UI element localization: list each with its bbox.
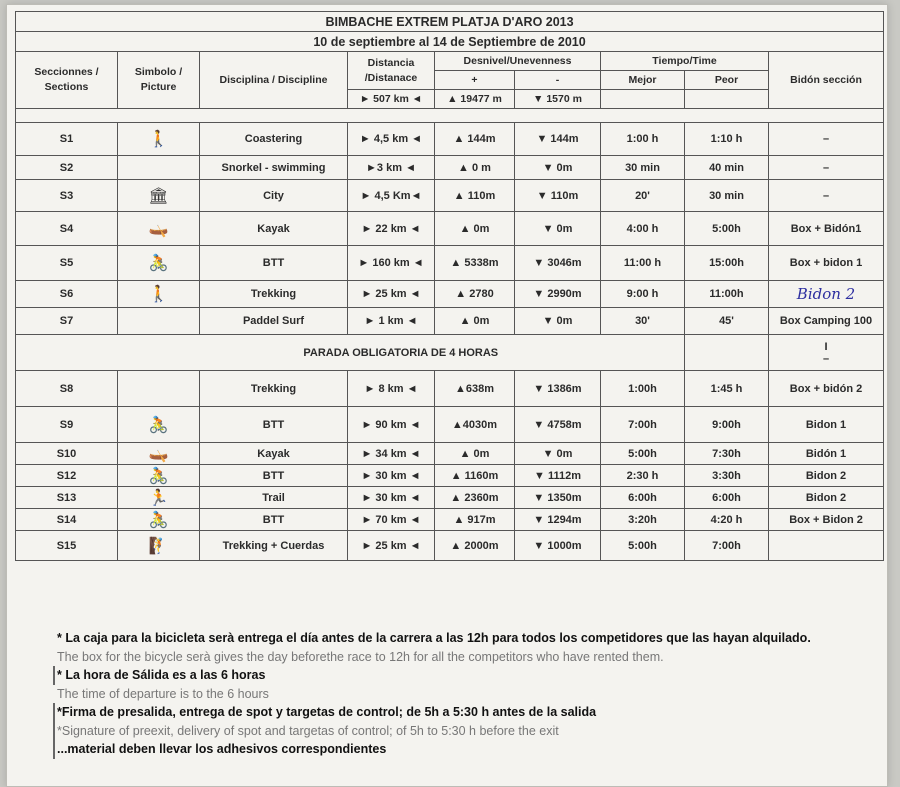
discipline-name-text: Paddel Surf: [242, 315, 305, 327]
worst-time-cell-text: 6:00h: [712, 491, 741, 504]
descent-cell-text: ▼ 0m: [542, 161, 573, 174]
subtitle: 10 de septiembre al 14 de Septiembre de 2010: [16, 32, 884, 52]
section-id: [16, 212, 118, 246]
descent-cell: [515, 246, 601, 281]
discipline-name: [200, 281, 348, 308]
distance-cell-text: ► 25 km ◄: [361, 288, 421, 300]
header-time: Tiempo/Time: [601, 52, 769, 71]
section-row-s5: [16, 246, 884, 281]
best-time-cell-text: 3:20h: [628, 513, 657, 526]
bottle-cell: [769, 407, 884, 443]
best-time-cell-text: 5:00h: [628, 447, 657, 460]
best-time-cell-text: 30': [635, 315, 650, 327]
section-id: [16, 123, 118, 156]
section-rows-2: [16, 371, 884, 561]
section-row-s1: [16, 123, 884, 156]
best-time-cell: [601, 156, 685, 180]
header-discipline: Disciplina / Discipline: [200, 52, 348, 109]
discipline-name: [200, 487, 348, 509]
worst-time-cell: [685, 156, 769, 180]
notes: [57, 629, 877, 759]
best-time-cell: [601, 465, 685, 487]
section-id-text: S1: [59, 133, 74, 145]
descent-cell-text: ▼ 1112m: [534, 469, 581, 482]
section-id-text: S2: [59, 161, 74, 174]
descent-cell: [515, 407, 601, 443]
section-id-text: S14: [56, 513, 77, 526]
runner-icon: 🚶: [148, 131, 169, 148]
header-minus: -: [515, 71, 601, 90]
worst-time-cell-text: 1:45 h: [710, 382, 743, 395]
total-distance: ► 507 km ◄: [348, 90, 435, 109]
section-id-text: S12: [56, 469, 77, 482]
section-id-text: S9: [59, 418, 74, 431]
city-icon: [118, 180, 200, 212]
distance-cell: [348, 407, 435, 443]
bottle-cell-text: Box Camping 100: [779, 315, 873, 327]
bottle-cell: [769, 246, 884, 281]
ascent-cell: [435, 308, 515, 335]
note-2: * La hora de Sálida es a las 6 horas: [53, 666, 877, 685]
mandatory-stop: PARADA OBLIGATORIA DE 4 HORAS: [118, 335, 685, 371]
ascent-cell-text: ▲ 144m: [453, 133, 496, 145]
section-row-s9: [16, 407, 884, 443]
ascent-cell-text: ▲638m: [454, 382, 495, 395]
descent-cell-text: ▼ 1000m: [533, 539, 582, 552]
ascent-cell-text: ▲4030m: [451, 418, 498, 431]
descent-cell: [515, 281, 601, 308]
header-best: Mejor: [601, 71, 685, 90]
ascent-cell: [435, 487, 515, 509]
section-id: [16, 371, 118, 407]
discipline-name: [200, 212, 348, 246]
total-plus: ▲ 19477 m: [435, 90, 515, 109]
section-id-text: S4: [59, 222, 74, 235]
header-unevenness: Desnivel/Unevenness: [435, 52, 601, 71]
bottle-cell-text: Bidon 2: [805, 491, 847, 504]
worst-time-cell-text: 40 min: [709, 161, 744, 174]
bottle-cell-text: Bidon 2: [796, 285, 856, 303]
bottle-cell-text: Bidón 1: [805, 447, 847, 460]
section-rows-1: [16, 123, 884, 335]
section-row-s4: [16, 212, 884, 246]
section-row-s14: [16, 509, 884, 531]
section-row-s13: [16, 487, 884, 509]
empty-icon-cell: [118, 308, 200, 335]
bike-icon: [118, 509, 200, 531]
bottle-cell: [769, 281, 884, 308]
best-time-cell-text: 5:00h: [628, 539, 657, 552]
distance-cell-text: ► 25 km ◄: [361, 539, 421, 552]
discipline-name: [200, 371, 348, 407]
distance-cell-text: ► 4,5 km ◄: [359, 133, 423, 145]
descent-cell-text: ▼ 1386m: [533, 382, 582, 395]
title: BIMBACHE EXTREM PLATJA D'ARO 2013: [16, 12, 884, 32]
discipline-name-text: City: [263, 189, 284, 202]
bottle-cell-text: Box + Bidón1: [790, 222, 862, 235]
descent-cell-text: ▼ 1350m: [533, 491, 582, 504]
descent-cell: [515, 509, 601, 531]
ascent-cell-text: ▲ 1160m: [450, 469, 499, 482]
distance-cell-text: ► 160 km ◄: [358, 257, 424, 269]
ascent-cell: [435, 443, 515, 465]
ascent-cell: [435, 407, 515, 443]
best-time-cell-text: 2:30 h: [626, 469, 659, 482]
best-time-cell-text: 1:00h: [628, 382, 657, 395]
kayak-icon: 🛶: [148, 445, 169, 463]
section-row-s7: [16, 308, 884, 335]
distance-cell-text: ► 8 km ◄: [364, 382, 418, 395]
best-time-cell: [601, 308, 685, 335]
ascent-cell: [435, 212, 515, 246]
city-icon: 🏛: [148, 187, 169, 205]
section-id-text: S5: [59, 257, 74, 269]
ascent-cell: [435, 465, 515, 487]
discipline-name: [200, 443, 348, 465]
note-3-en: *Signature of preexit, delivery of spot and targetas of control; of 5h to 5:30 h before the exit: [53, 722, 877, 741]
section-id: [16, 465, 118, 487]
ascent-cell: [435, 156, 515, 180]
ascent-cell: [435, 180, 515, 212]
section-id-text: S13: [56, 491, 77, 504]
bottle-cell-text: –: [822, 189, 830, 202]
section-id: [16, 531, 118, 561]
bottle-cell: [769, 465, 884, 487]
worst-time-cell-text: 3:30h: [712, 469, 741, 482]
descent-cell: [515, 180, 601, 212]
best-time-cell: [601, 531, 685, 561]
best-time-cell: [601, 246, 685, 281]
section-id: [16, 308, 118, 335]
discipline-name-text: Trail: [262, 491, 285, 504]
best-time-cell-text: 20': [635, 189, 650, 202]
discipline-name-text: Snorkel - swimming: [221, 161, 326, 174]
bottle-cell: [769, 487, 884, 509]
empty-icon-cell: [118, 156, 200, 180]
descent-cell-text: ▼ 1294m: [533, 513, 582, 526]
best-time-cell: [601, 180, 685, 212]
ascent-cell-text: ▲ 110m: [453, 189, 496, 202]
descent-cell: [515, 487, 601, 509]
distance-cell: [348, 465, 435, 487]
best-time-cell: [601, 443, 685, 465]
hiker-icon: [118, 281, 200, 308]
discipline-name: [200, 156, 348, 180]
worst-time-cell: [685, 443, 769, 465]
ascent-cell-text: ▲ 0m: [459, 222, 490, 235]
runner-icon: 🏃: [148, 489, 169, 507]
bottle-cell: [769, 443, 884, 465]
bike-icon: 🚴: [148, 416, 169, 434]
best-time-cell: [601, 371, 685, 407]
distance-cell-text: ► 4,5 Km◄: [360, 189, 422, 202]
distance-cell: [348, 371, 435, 407]
note-3: *Firma de presalida, entrega de spot y targetas de control; de 5h a 5:30 h antes de la salida: [53, 703, 877, 722]
discipline-name-text: BTT: [262, 469, 285, 482]
distance-cell-text: ► 1 km ◄: [364, 315, 418, 327]
descent-cell: [515, 371, 601, 407]
ascent-cell-text: ▲ 0 m: [458, 161, 491, 174]
bottle-cell: [769, 123, 884, 156]
discipline-name: [200, 123, 348, 156]
section-id: [16, 180, 118, 212]
bike-icon: 🚴: [148, 467, 169, 485]
discipline-name: [200, 509, 348, 531]
worst-time-cell: [685, 246, 769, 281]
hiker-rope-icon: [118, 531, 200, 561]
section-row-s15: [16, 531, 884, 561]
bottle-cell: [769, 212, 884, 246]
section-id: [16, 281, 118, 308]
race-sheet: [6, 4, 888, 787]
descent-cell-text: ▼ 0m: [542, 315, 573, 327]
section-row-s2: [16, 156, 884, 180]
discipline-name: [200, 308, 348, 335]
distance-cell: [348, 531, 435, 561]
distance-cell: [348, 246, 435, 281]
descent-cell-text: ▼ 110m: [536, 189, 579, 202]
note-4: ...material deben llevar los adhesivos correspondientes: [53, 740, 877, 759]
bottle-cell-text: Box + bidon 1: [789, 257, 863, 269]
distance-cell: [348, 180, 435, 212]
ascent-cell-text: ▲ 2360m: [450, 491, 499, 504]
hiker-icon: 🚶: [148, 286, 169, 303]
worst-time-cell: [685, 308, 769, 335]
discipline-name: [200, 180, 348, 212]
distance-cell-text: ► 30 km ◄: [361, 491, 421, 504]
bottle-cell-text: –: [822, 133, 830, 145]
best-time-cell: [601, 509, 685, 531]
discipline-name-text: Kayak: [257, 447, 290, 460]
bottle-cell: [769, 371, 884, 407]
worst-time-cell: [685, 180, 769, 212]
section-id-text: S6: [59, 288, 74, 300]
best-time-cell: [601, 123, 685, 156]
best-time-cell: [601, 487, 685, 509]
header-symbol: Simbolo / Picture: [118, 52, 200, 109]
descent-cell-text: ▼ 3046m: [533, 257, 582, 269]
worst-time-cell: [685, 212, 769, 246]
bike-icon: [118, 246, 200, 281]
worst-time-cell-text: 45': [719, 315, 734, 327]
worst-time-cell: [685, 371, 769, 407]
section-id: [16, 246, 118, 281]
ascent-cell: [435, 531, 515, 561]
section-row-s12: [16, 465, 884, 487]
bike-icon: [118, 407, 200, 443]
ascent-cell: [435, 509, 515, 531]
distance-cell: [348, 308, 435, 335]
bike-icon: [118, 465, 200, 487]
descent-cell-text: ▼ 4758m: [533, 418, 582, 431]
worst-time-cell: [685, 509, 769, 531]
runner-icon: [118, 487, 200, 509]
discipline-name-text: Trekking: [250, 382, 297, 395]
section-row-s6: [16, 281, 884, 308]
worst-time-cell-text: 15:00h: [709, 257, 744, 269]
ascent-cell-text: ▲ 2780: [455, 288, 494, 300]
bottle-cell: [769, 531, 884, 561]
ascent-cell-text: ▲ 917m: [453, 513, 496, 526]
note-1: * La caja para la bicicleta serà entrega el día antes de la carrera a las 12h para todos los competidores que las hayan alquilado.: [57, 631, 811, 645]
best-time-cell-text: 4:00 h: [626, 222, 659, 235]
header-plus: +: [435, 71, 515, 90]
section-id: [16, 443, 118, 465]
discipline-name-text: BTT: [262, 418, 285, 431]
kayak-icon: 🛶: [148, 220, 169, 238]
section-row-s8: [16, 371, 884, 407]
worst-time-cell-text: 11:00h: [709, 288, 744, 300]
section-id: [16, 509, 118, 531]
ascent-cell: [435, 371, 515, 407]
descent-cell: [515, 443, 601, 465]
header-worst: Peor: [685, 71, 769, 90]
discipline-name-text: Coastering: [244, 133, 303, 145]
distance-cell-text: ► 70 km ◄: [361, 513, 421, 526]
section-id-text: S15: [56, 539, 77, 552]
descent-cell-text: ▼ 0m: [542, 447, 573, 460]
bottle-cell-text: –: [822, 161, 830, 174]
section-id-text: S7: [59, 315, 74, 327]
spacer-row: [16, 109, 884, 123]
worst-time-cell-text: 7:00h: [712, 539, 741, 552]
note-1-en: The box for the bicycle serà gives the day beforethe race to 12h for all the competitors who have rented them.: [57, 649, 664, 664]
distance-cell-text: ► 22 km ◄: [361, 222, 421, 235]
bottle-cell-text: Box + Bidon 2: [789, 513, 863, 526]
discipline-name-text: Kayak: [257, 222, 290, 235]
worst-time-cell-text: 30 min: [709, 189, 744, 202]
bottle-cell: [769, 308, 884, 335]
discipline-name-text: BTT: [262, 513, 285, 526]
bottle-cell: [769, 156, 884, 180]
discipline-name: [200, 531, 348, 561]
section-row-s3: [16, 180, 884, 212]
distance-cell: [348, 212, 435, 246]
ascent-cell-text: ▲ 0m: [459, 315, 490, 327]
runner-icon: [118, 123, 200, 156]
worst-time-cell: [685, 407, 769, 443]
distance-cell: [348, 487, 435, 509]
distance-cell: [348, 509, 435, 531]
bottle-cell: [769, 180, 884, 212]
descent-cell-text: ▼ 2990m: [533, 288, 582, 300]
worst-time-cell-text: 7:30h: [712, 447, 741, 460]
worst-time-cell-text: 9:00h: [712, 418, 741, 431]
bottle-cell-text: Box + bidón 2: [789, 382, 863, 395]
section-id-text: S3: [59, 189, 74, 202]
distance-cell-text: ► 34 km ◄: [361, 447, 421, 460]
note-2-en: The time of departure is to the 6 hours: [57, 686, 269, 701]
distance-cell: [348, 156, 435, 180]
distance-cell: [348, 123, 435, 156]
section-id-text: S10: [56, 447, 77, 460]
bottle-cell-text: Bidon 2: [805, 469, 847, 482]
bottle-cell: [769, 509, 884, 531]
descent-cell-text: ▼ 144m: [536, 133, 579, 145]
ascent-cell-text: ▲ 5338m: [450, 257, 499, 269]
header-bottle: Bidón sección: [769, 52, 884, 109]
stop-bottle: I –: [769, 335, 884, 371]
distance-cell: [348, 281, 435, 308]
worst-time-cell-text: 5:00h: [712, 222, 741, 235]
ascent-cell: [435, 246, 515, 281]
total-minus: ▼ 1570 m: [515, 90, 601, 109]
descent-cell: [515, 308, 601, 335]
distance-cell: [348, 443, 435, 465]
descent-cell: [515, 123, 601, 156]
section-id: [16, 156, 118, 180]
bottle-cell-text: Bidon 1: [805, 418, 847, 431]
worst-time-cell-text: 1:10 h: [710, 133, 743, 145]
descent-cell: [515, 156, 601, 180]
best-time-cell: [601, 407, 685, 443]
best-time-cell: [601, 212, 685, 246]
kayak-icon: [118, 443, 200, 465]
worst-time-cell: [685, 123, 769, 156]
bike-icon: 🚴: [148, 511, 169, 529]
ascent-cell: [435, 123, 515, 156]
best-time-cell-text: 9:00 h: [626, 288, 659, 300]
worst-time-cell-text: 4:20 h: [710, 513, 743, 526]
best-time-cell-text: 7:00h: [628, 418, 657, 431]
discipline-name-text: Trekking + Cuerdas: [222, 539, 325, 552]
best-time-cell-text: 30 min: [625, 161, 660, 174]
header-distance: Distancia /Distanace: [348, 52, 435, 90]
header-sections: Seccionnes / Sections: [16, 52, 118, 109]
worst-time-cell: [685, 531, 769, 561]
worst-time-cell: [685, 487, 769, 509]
empty-icon-cell: [118, 371, 200, 407]
discipline-name: [200, 465, 348, 487]
worst-time-cell: [685, 465, 769, 487]
bike-icon: 🚴: [148, 255, 169, 272]
worst-time-cell: [685, 281, 769, 308]
distance-cell-text: ► 30 km ◄: [361, 469, 421, 482]
distance-cell-text: ► 90 km ◄: [361, 418, 421, 431]
section-id: [16, 407, 118, 443]
descent-cell: [515, 531, 601, 561]
discipline-name: [200, 246, 348, 281]
section-id: [16, 487, 118, 509]
best-time-cell-text: 6:00h: [628, 491, 657, 504]
section-row-s10: [16, 443, 884, 465]
best-time-cell-text: 1:00 h: [626, 133, 659, 145]
descent-cell: [515, 465, 601, 487]
best-time-cell-text: 11:00 h: [623, 257, 662, 269]
descent-cell-text: ▼ 0m: [542, 222, 573, 235]
discipline-name-text: Trekking: [250, 288, 297, 300]
kayak-icon: [118, 212, 200, 246]
discipline-name-text: BTT: [262, 257, 285, 269]
discipline-name: [200, 407, 348, 443]
ascent-cell-text: ▲ 0m: [459, 447, 490, 460]
best-time-cell: [601, 281, 685, 308]
ascent-cell: [435, 281, 515, 308]
hiker-rope-icon: 🧗: [148, 537, 169, 555]
distance-cell-text: ►3 km ◄: [366, 161, 416, 174]
section-id-text: S8: [59, 382, 74, 395]
schedule-table: [15, 11, 884, 561]
descent-cell: [515, 212, 601, 246]
ascent-cell-text: ▲ 2000m: [450, 539, 499, 552]
